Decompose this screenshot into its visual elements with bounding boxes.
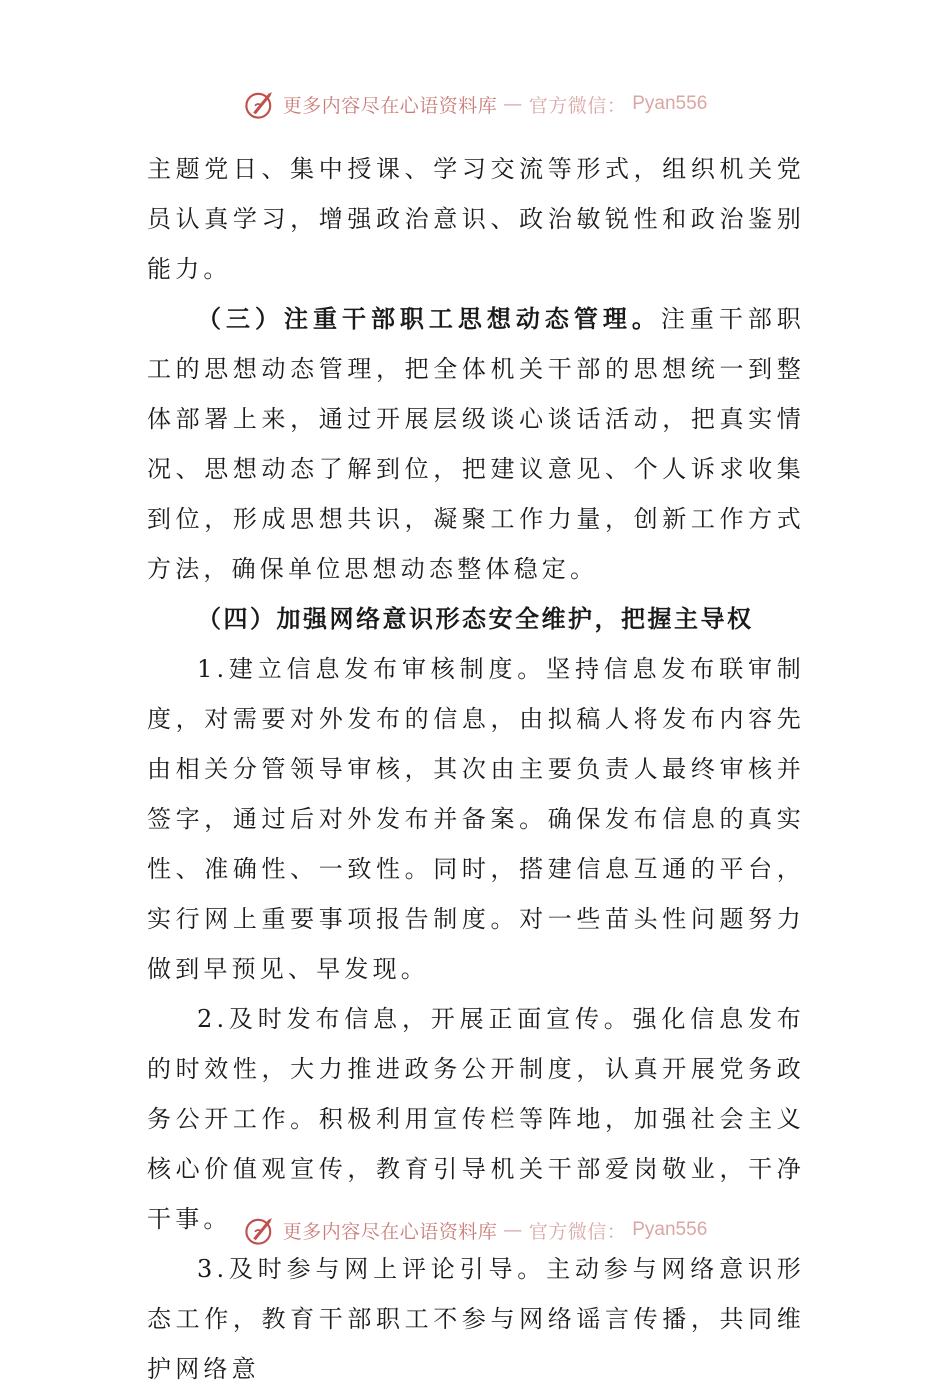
banner-brand-text: 更多内容尽在心语资料库	[282, 94, 498, 117]
banner-account-id: Pyan556	[632, 93, 708, 114]
banner-account-id: Pyan556	[632, 1219, 708, 1240]
banner-brand-text: 更多内容尽在心语资料库	[282, 1220, 498, 1243]
section-three-title: （三）注重干部职工思想动态管理。	[197, 304, 661, 333]
quill-logo-icon	[243, 1213, 277, 1247]
banner-dash: —	[503, 93, 523, 115]
document-body	[147, 144, 805, 1394]
banner-dash: —	[503, 1219, 523, 1241]
list-item-3: 3.及时参与网上评论引导。主动参与网络意识形态工作，教育干部职工不参与网络谣言传播，共同维护网络意	[147, 1255, 805, 1383]
quill-logo-icon	[243, 87, 277, 121]
list-item-1: 1.建立信息发布审核制度。坚持信息发布联审制度，对需要对外发布的信息，由拟稿人将发布内容先由相关分管领导审核，其次由主要负责人最终审核并签字，通过后对外发布并备案。确保发布信息的真实性、准确性、一致性。同时，搭建信息互通的平台，实行网上重要事项报告制度。对一些苗头性问题努力做到早预见、早发现。	[147, 655, 805, 983]
section-three-body: 注重干部职工的思想动态管理，把全体机关干部的思想统一到整体部署上来，通过开展层级谈心谈话活动，把真实情况、思想动态了解到位，把建议意见、个人诉求收集到位，形成思想共识，凝聚工作力量，创新工作方式方法，确保单位思想动态整体稳定。	[147, 305, 806, 583]
paragraph-section-three	[147, 294, 805, 594]
list-item-2: 2.及时发布信息，开展正面宣传。强化信息发布的时效性，大力推进政务公开制度，认真开展党务政务公开工作。积极利用宣传栏等阵地，加强社会主义核心价值观宣传，教育引导机关干部爱岗敬业，干净干事。	[147, 1005, 805, 1233]
section-four-heading: （四）加强网络意识形态安全维护，把握主导权	[197, 604, 754, 633]
footer-watermark-banner	[0, 1210, 950, 1250]
paragraph-continuation: 主题党日、集中授课、学习交流等形式，组织机关党员认真学习，增强政治意识、政治敏锐性和政治鉴别能力。	[147, 155, 805, 283]
banner-wechat-label: 官方微信：	[528, 94, 627, 117]
header-watermark-banner	[0, 84, 950, 124]
banner-wechat-label: 官方微信：	[528, 1220, 627, 1243]
